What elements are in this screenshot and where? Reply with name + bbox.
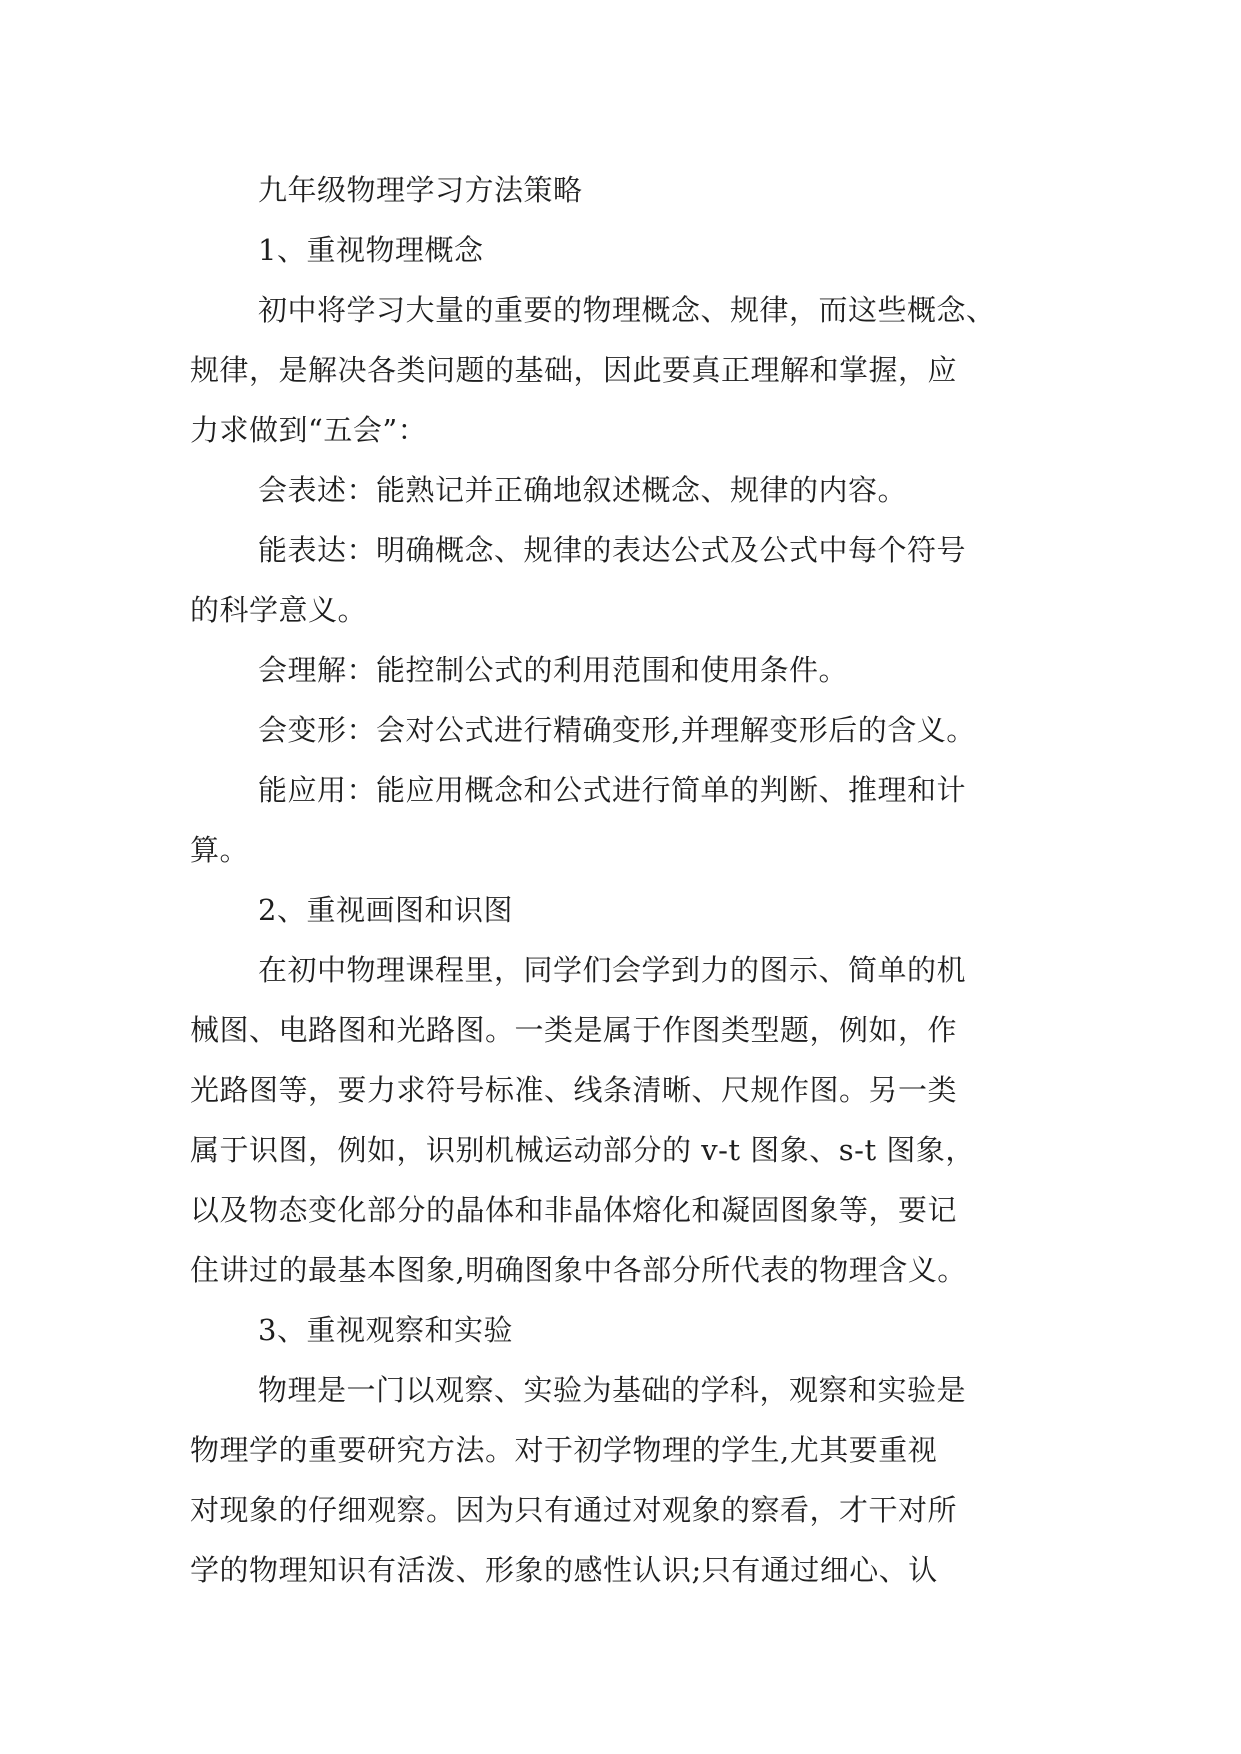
text-line: 的科学意义。	[190, 593, 368, 627]
text-line: 在初中物理课程里，同学们会学到力的图示、简单的机	[258, 953, 967, 987]
text-line: 对现象的仔细观察。因为只有通过对观象的察看，才干对所	[190, 1493, 958, 1527]
text-line: 光路图等，要力求符号标准、线条清晰、尺规作图。另一类	[190, 1073, 958, 1107]
text-line: 能应用：能应用概念和公式进行简单的判断、推理和计	[258, 773, 967, 807]
text-line: 算。	[190, 833, 250, 867]
text-line: 住讲过的最基本图象,明确图象中各部分所代表的物理含义。	[190, 1253, 967, 1287]
text-line: 初中将学习大量的重要的物理概念、规律，而这些概念、	[258, 293, 996, 327]
text-line: 属于识图，例如，识别机械运动部分的 v-t 图象、s-t 图象，	[190, 1133, 975, 1167]
text-line: 以及物态变化部分的晶体和非晶体熔化和凝固图象等，要记	[190, 1193, 958, 1227]
text-line: 1、重视物理概念	[258, 233, 484, 267]
text-line: 物理是一门以观察、实验为基础的学科，观察和实验是	[258, 1373, 967, 1407]
text-line: 九年级物理学习方法策略	[258, 173, 583, 207]
text-line: 械图、电路图和光路图。一类是属于作图类型题，例如，作	[190, 1013, 958, 1047]
text-line: 物理学的重要研究方法。对于初学物理的学生,尤其要重视	[190, 1433, 938, 1467]
text-line: 会表述：能熟记并正确地叙述概念、规律的内容。	[258, 473, 908, 507]
document-body	[190, 160, 1060, 1600]
text-line: 2、重视画图和识图	[258, 893, 513, 927]
text-line: 力求做到“五会”：	[190, 413, 428, 447]
text-line: 会变形：会对公式进行精确变形,并理解变形后的含义。	[258, 713, 976, 747]
text-line: 会理解：能控制公式的利用范围和使用条件。	[258, 653, 849, 687]
text-line: 能表达：明确概念、规律的表达公式及公式中每个符号	[258, 533, 967, 567]
text-line: 学的物理知识有活泼、形象的感性认识;只有通过细心、认	[190, 1553, 938, 1587]
text-line: 规律，是解决各类问题的基础，因此要真正理解和掌握，应	[190, 353, 958, 387]
text-line: 3、重视观察和实验	[258, 1313, 513, 1347]
